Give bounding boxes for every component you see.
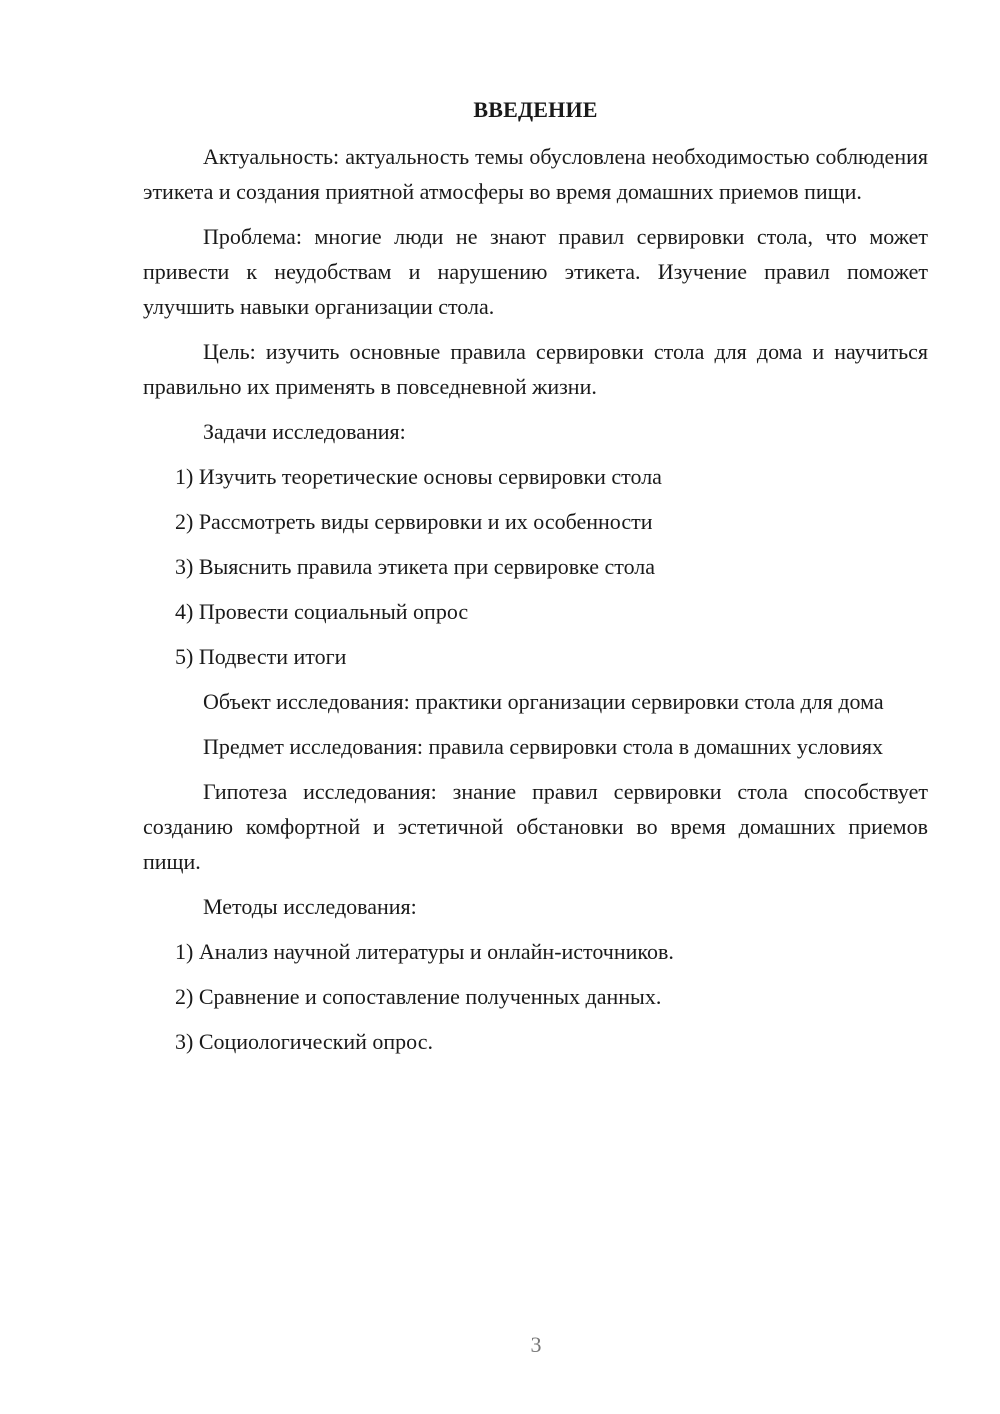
- paragraph-problem: Проблема: многие люди не знают правил сервировки стола, что может привести к неудобствам и нарушению этикета. Изучение правил поможет улучшить навыки организации стола.: [143, 224, 928, 319]
- paragraph-subject: Предмет исследования: правила сервировки стола в домашних условиях: [203, 734, 883, 759]
- method-item: 1) Анализ научной литературы и онлайн-источников.: [175, 939, 674, 964]
- task-item: 5) Подвести итоги: [175, 644, 347, 669]
- paragraph-object: Объект исследования: практики организации сервировки стола для дома: [203, 689, 884, 714]
- task-item: 2) Рассмотреть виды сервировки и их особенности: [175, 509, 653, 534]
- page-title: ВВЕДЕНИЕ: [473, 97, 598, 122]
- task-item: 1) Изучить теоретические основы сервировки стола: [175, 464, 662, 489]
- tasks-list: [143, 459, 928, 674]
- method-item: 2) Сравнение и сопоставление полученных данных.: [175, 984, 662, 1009]
- task-item: 4) Провести социальный опрос: [175, 599, 469, 624]
- method-item: 3) Социологический опрос.: [175, 1029, 433, 1054]
- task-item: 3) Выяснить правила этикета при сервировке стола: [175, 554, 656, 579]
- paragraph-goal: Цель: изучить основные правила сервировки стола для дома и научиться правильно их применять в повседневной жизни.: [143, 339, 928, 399]
- methods-list: [143, 934, 928, 1059]
- paragraph-hypothesis: Гипотеза исследования: знание правил сервировки стола способствует созданию комфортной и эстетичной обстановки во время домашних приемов пищи.: [143, 779, 928, 874]
- tasks-heading: Задачи исследования:: [203, 419, 406, 444]
- document-page: [143, 92, 928, 1069]
- page-number: 3: [530, 1332, 542, 1357]
- paragraph-relevance: Актуальность: актуальность темы обусловлена необходимостью соблюдения этикета и создания приятной атмосферы во время домашних приемов пищи.: [143, 144, 928, 204]
- methods-heading: Методы исследования:: [203, 894, 417, 919]
